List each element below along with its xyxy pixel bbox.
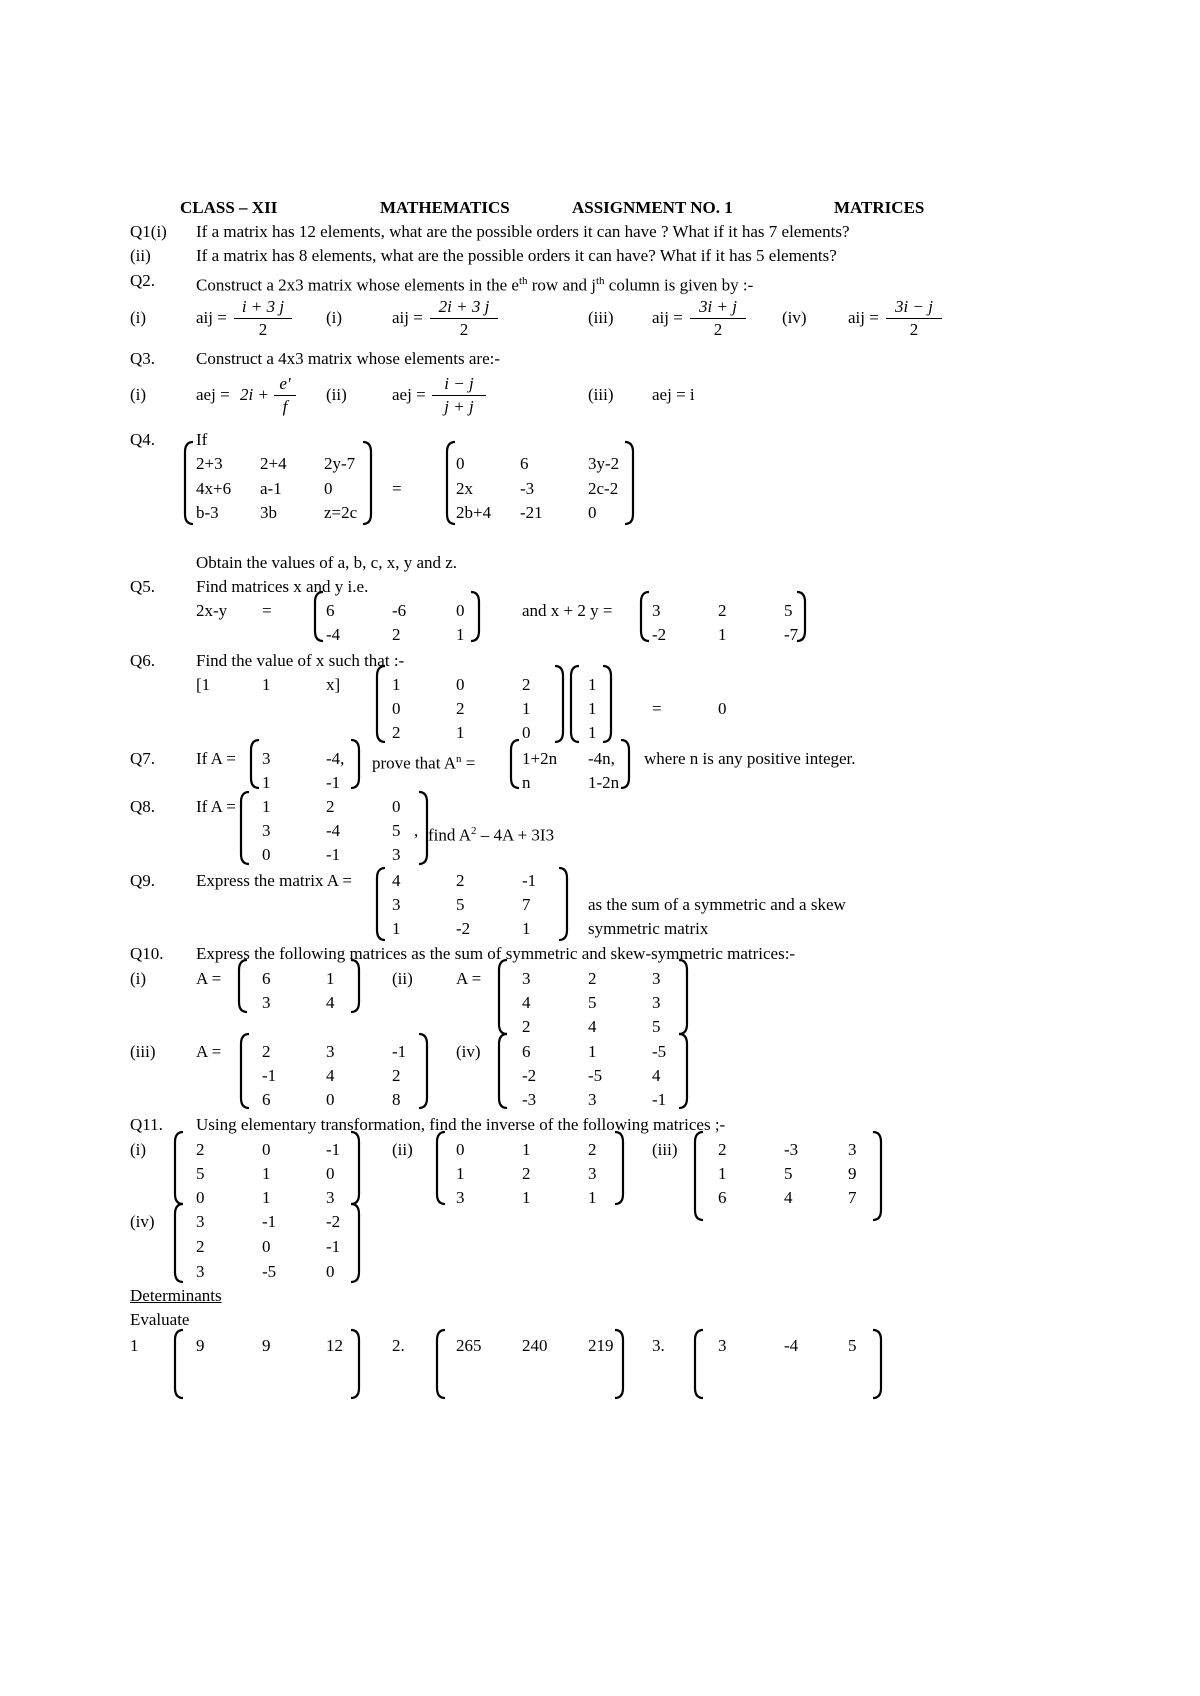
q2-label: Q2. <box>130 271 156 290</box>
matrix-cell: 3 <box>522 969 531 988</box>
matrix-cell: -2 <box>326 1212 341 1231</box>
matrix-cell: 2 <box>262 1042 271 1061</box>
matrix-cell: 2x <box>456 479 473 498</box>
q8-find: find $A^2 - 4A + 3I3$ <box>428 825 555 845</box>
left-bracket <box>494 1032 510 1110</box>
left-bracket <box>636 590 652 643</box>
matrix-cell: 1 <box>588 675 597 694</box>
matrix-cell: 1 <box>718 1164 727 1183</box>
matrix-cell: 4 <box>784 1188 793 1207</box>
q3-part3-label: (iii) <box>588 385 614 404</box>
q2-part1-label: (i) <box>130 308 147 327</box>
q11-part4-label: (iv) <box>130 1212 155 1231</box>
matrix-cell: 240 <box>522 1336 548 1355</box>
matrix-cell: 1 <box>456 625 465 644</box>
q7-prove: prove that $A^n$ = <box>372 753 476 773</box>
matrix-cell: 5 <box>588 993 597 1012</box>
left-bracket <box>690 1130 706 1222</box>
matrix-cell: 1 <box>588 1042 597 1061</box>
matrix-cell: 0 <box>522 723 531 742</box>
matrix-cell: 1-2n <box>588 773 620 792</box>
det1-label: 1 <box>130 1336 139 1355</box>
matrix-cell: n <box>522 773 531 792</box>
matrix-cell: -6 <box>392 601 407 620</box>
matrix-cell: 7 <box>522 895 531 914</box>
left-bracket <box>442 440 458 526</box>
left-bracket <box>506 738 522 790</box>
matrix-cell: 9 <box>848 1164 857 1183</box>
q10-part2-label: (ii) <box>392 969 413 988</box>
matrix-cell: 3 <box>848 1140 857 1159</box>
matrix-cell: 6 <box>522 1042 531 1061</box>
q10-label: Q10. <box>130 944 164 963</box>
matrix-cell: 3 <box>262 993 271 1012</box>
left-bracket <box>372 866 388 942</box>
matrix-cell: 1 <box>522 1140 531 1159</box>
q3-part1-expr: 2i + <box>240 385 269 404</box>
matrix-cell: 1 <box>522 1188 531 1207</box>
right-bracket <box>348 958 364 1014</box>
q10-part2-lhs: A = <box>456 969 482 988</box>
q6-label: Q6. <box>130 651 156 670</box>
q2-part3-fraction: $\frac{3i + j}{2}$ <box>690 296 746 341</box>
right-bracket <box>794 590 810 643</box>
matrix-cell: 3 <box>588 1090 597 1109</box>
q3-label: Q3. <box>130 349 156 368</box>
q2-part2-fraction: $\frac{2i + 3 j}{2}$ <box>430 296 498 341</box>
q6-text: Find the value of x such that :- <box>196 651 405 670</box>
matrix-cell: 1+2n <box>522 749 558 768</box>
matrix-cell: 0 <box>326 1090 335 1109</box>
left-bracket <box>494 958 510 1036</box>
matrix-cell: 0 <box>324 479 333 498</box>
q9-text: Express the matrix A = <box>196 871 352 890</box>
matrix-cell: -4 <box>326 625 341 644</box>
matrix-cell: -2 <box>522 1066 537 1085</box>
right-bracket <box>870 1130 886 1222</box>
q6-row-3: x] <box>326 675 341 694</box>
right-bracket <box>622 440 638 526</box>
matrix-cell: -3 <box>522 1090 537 1109</box>
matrix-cell: 4 <box>522 993 531 1012</box>
matrix-cell: 5 <box>652 1017 661 1036</box>
matrix-cell: 1 <box>588 1188 597 1207</box>
matrix-cell: 6 <box>262 969 271 988</box>
matrix-cell: 2 <box>588 969 597 988</box>
right-bracket <box>612 1328 628 1400</box>
matrix-cell: 3 <box>588 1164 597 1183</box>
matrix-cell: 0 <box>262 845 271 864</box>
matrix-cell: 2c-2 <box>588 479 619 498</box>
matrix-cell: 1 <box>262 1164 271 1183</box>
q10-part1-lhs: A = <box>196 969 222 988</box>
matrix-cell: 5 <box>784 1164 793 1183</box>
matrix-cell: 2+4 <box>260 454 287 473</box>
right-bracket <box>348 1130 364 1206</box>
matrix-cell: 3 <box>718 1336 727 1355</box>
matrix-cell: 2 <box>392 723 401 742</box>
right-bracket <box>416 790 432 866</box>
matrix-cell: -1 <box>326 845 341 864</box>
q10-text: Express the following matrices as the sum of symmetric and skew-symmetric matrices:- <box>196 944 796 963</box>
q6-equals: = <box>652 699 662 718</box>
left-bracket <box>180 440 196 526</box>
right-bracket <box>360 440 376 526</box>
header-class: CLASS – XII <box>180 198 278 217</box>
q5-label: Q5. <box>130 577 156 596</box>
matrix-cell: -1 <box>326 1237 341 1256</box>
matrix-cell: 2 <box>588 1140 597 1159</box>
matrix-cell: 2 <box>196 1140 205 1159</box>
matrix-cell: 7 <box>848 1188 857 1207</box>
matrix-cell: 2 <box>522 1017 531 1036</box>
matrix-cell: z=2c <box>324 503 358 522</box>
matrix-cell: 1 <box>588 723 597 742</box>
matrix-cell: 2+3 <box>196 454 223 473</box>
q2-part2-label: (i) <box>326 308 343 327</box>
matrix-cell: 3 <box>196 1212 205 1231</box>
left-bracket <box>432 1328 448 1400</box>
matrix-cell: -4 <box>784 1336 799 1355</box>
matrix-cell: -2 <box>652 625 667 644</box>
matrix-cell: -1 <box>262 1212 277 1231</box>
matrix-cell: -1 <box>326 1140 341 1159</box>
matrix-cell: 9 <box>196 1336 205 1355</box>
matrix-cell: -1 <box>262 1066 277 1085</box>
q1ii-text: If a matrix has 8 elements, what are the possible orders it can have? What if it has 5 elements? <box>196 246 837 265</box>
matrix-cell: 2 <box>392 1066 401 1085</box>
right-bracket <box>676 958 692 1036</box>
matrix-cell: 265 <box>456 1336 482 1355</box>
matrix-cell: 1 <box>522 919 531 938</box>
right-bracket <box>676 1032 692 1110</box>
matrix-cell: 1 <box>392 675 401 694</box>
q2-text: Construct a 2x3 matrix whose elements in the $e^{th}$ row and $j^{th}$ column is given by :- <box>196 275 754 295</box>
left-bracket <box>566 664 582 744</box>
matrix-cell: 1 <box>456 723 465 742</box>
left-bracket <box>236 790 252 866</box>
matrix-cell: 6 <box>520 454 529 473</box>
matrix-cell: 6 <box>262 1090 271 1109</box>
matrix-cell: 5 <box>456 895 465 914</box>
matrix-cell: 3 <box>456 1188 465 1207</box>
matrix-cell: -5 <box>652 1042 667 1061</box>
left-bracket <box>246 738 262 790</box>
matrix-cell: -4 <box>326 821 341 840</box>
right-bracket <box>600 664 616 744</box>
q9-label: Q9. <box>130 871 156 890</box>
matrix-cell: 2 <box>456 699 465 718</box>
matrix-cell: -4, <box>326 749 345 768</box>
q5-text: Find matrices x and y i.e. <box>196 577 369 596</box>
right-bracket <box>556 866 572 942</box>
matrix-cell: 1 <box>326 969 335 988</box>
matrix-cell: 3b <box>260 503 277 522</box>
matrix-cell: 3 <box>392 895 401 914</box>
matrix-cell: 3 <box>652 993 661 1012</box>
matrix-cell: -5 <box>588 1066 603 1085</box>
matrix-cell: 1 <box>262 797 271 816</box>
left-bracket <box>170 1328 186 1400</box>
q2-part4-fraction: $\frac{3i - j}{2}$ <box>886 296 942 341</box>
matrix-cell: 12 <box>326 1336 343 1355</box>
matrix-cell: 4 <box>392 871 401 890</box>
matrix-cell: 3 <box>262 821 271 840</box>
matrix-cell: -1 <box>326 773 341 792</box>
matrix-cell: 0 <box>456 454 465 473</box>
matrix-cell: 2 <box>392 625 401 644</box>
matrix-cell: 5 <box>196 1164 205 1183</box>
matrix-cell: 0 <box>326 1164 335 1183</box>
matrix-cell: 1 <box>456 1164 465 1183</box>
q2-part1-lhs: aij = <box>196 308 227 327</box>
q6-rhs: 0 <box>718 699 727 718</box>
q3-part1-fraction: $\frac{e'}{f}$ <box>274 373 296 418</box>
q10-part1-label: (i) <box>130 969 147 988</box>
det2-label: 2. <box>392 1336 405 1355</box>
q3-part2-lhs: aej = <box>392 385 426 404</box>
matrix-cell: 2 <box>196 1237 205 1256</box>
q4-label: Q4. <box>130 430 156 449</box>
matrix-cell: 3 <box>262 749 271 768</box>
matrix-cell: 1 <box>718 625 727 644</box>
q11-part3-label: (iii) <box>652 1140 678 1159</box>
det3-label: 3. <box>652 1336 665 1355</box>
q7-ifA: If A = <box>196 749 236 768</box>
left-bracket <box>690 1328 706 1400</box>
q2-part4-lhs: aij = <box>848 308 879 327</box>
matrix-cell: 9 <box>262 1336 271 1355</box>
q7-label: Q7. <box>130 749 156 768</box>
matrix-cell: 2 <box>522 1164 531 1183</box>
q3-part3-text: aej = i <box>652 385 695 404</box>
matrix-cell: 4 <box>326 1066 335 1085</box>
q5-and: and x + 2 y = <box>522 601 613 620</box>
q2-part3-lhs: aij = <box>652 308 683 327</box>
matrix-cell: 1 <box>262 1188 271 1207</box>
q2-part1-fraction: $\frac{i + 3 j}{2}$ <box>234 296 292 341</box>
q2-part4-label: (iv) <box>782 308 807 327</box>
matrix-cell: 1 <box>588 699 597 718</box>
right-bracket <box>468 590 484 643</box>
left-bracket <box>372 664 388 744</box>
header-assignment: ASSIGNMENT NO. 1 <box>572 198 733 217</box>
matrix-cell: 3 <box>392 845 401 864</box>
q8-ifA: If A = <box>196 797 236 816</box>
right-bracket <box>618 738 634 790</box>
matrix-cell: -5 <box>262 1262 277 1281</box>
q10-part3-label: (iii) <box>130 1042 156 1061</box>
matrix-cell: 2b+4 <box>456 503 492 522</box>
q5-equals: = <box>262 601 272 620</box>
matrix-cell: 0 <box>456 675 465 694</box>
matrix-cell: 5 <box>392 821 401 840</box>
determinants-evaluate: Evaluate <box>130 1310 190 1329</box>
left-bracket <box>236 1032 252 1110</box>
matrix-cell: 3 <box>326 1042 335 1061</box>
left-bracket <box>432 1130 448 1206</box>
matrix-cell: -21 <box>520 503 543 522</box>
q8-label: Q8. <box>130 797 156 816</box>
determinants-heading: Determinants <box>130 1286 222 1305</box>
matrix-cell: 0 <box>326 1262 335 1281</box>
matrix-cell: 0 <box>456 1140 465 1159</box>
matrix-cell: 0 <box>262 1237 271 1256</box>
q4-obtain: Obtain the values of a, b, c, x, y and z. <box>196 553 458 572</box>
matrix-cell: 6 <box>326 601 335 620</box>
matrix-cell: a-1 <box>260 479 282 498</box>
matrix-cell: -3 <box>520 479 535 498</box>
matrix-cell: 0 <box>588 503 597 522</box>
matrix-cell: 4x+6 <box>196 479 232 498</box>
matrix-cell: -2 <box>456 919 471 938</box>
left-bracket <box>170 1202 186 1284</box>
matrix-cell: 5 <box>848 1336 857 1355</box>
matrix-cell: 3 <box>326 1188 335 1207</box>
matrix-cell: 3 <box>652 969 661 988</box>
q7-where: where n is any positive integer. <box>644 749 856 768</box>
q5-lhs: 2x-y <box>196 601 228 620</box>
q6-row-2: 1 <box>262 675 271 694</box>
q3-part2-label: (ii) <box>326 385 347 404</box>
matrix-cell: b-3 <box>196 503 219 522</box>
q3-part2-fraction: $\frac{i - j}{j + j}$ <box>432 373 486 418</box>
q11-part1-label: (i) <box>130 1140 147 1159</box>
q11-text: Using elementary transformation, find the inverse of the following matrices ;- <box>196 1115 726 1134</box>
matrix-cell: -1 <box>652 1090 667 1109</box>
q11-part2-label: (ii) <box>392 1140 413 1159</box>
q1i-text: If a matrix has 12 elements, what are the possible orders it can have ? What if it has 7 elements? <box>196 222 850 241</box>
matrix-cell: -4n, <box>588 749 615 768</box>
matrix-cell: 2 <box>326 797 335 816</box>
q1ii-label: (ii) <box>130 246 151 265</box>
matrix-cell: 2 <box>522 675 531 694</box>
header-subject: MATHEMATICS <box>380 198 510 217</box>
matrix-cell: 3 <box>196 1262 205 1281</box>
matrix-cell: 0 <box>392 699 401 718</box>
matrix-cell: -3 <box>784 1140 799 1159</box>
matrix-cell: 8 <box>392 1090 401 1109</box>
matrix-cell: -1 <box>522 871 537 890</box>
q3-text: Construct a 4x3 matrix whose elements are:- <box>196 349 501 368</box>
matrix-cell: 5 <box>784 601 793 620</box>
matrix-cell: 1 <box>392 919 401 938</box>
right-bracket <box>348 1202 364 1284</box>
matrix-cell: 4 <box>326 993 335 1012</box>
matrix-cell: 3y-2 <box>588 454 620 473</box>
matrix-cell: 0 <box>196 1188 205 1207</box>
matrix-cell: 2 <box>718 601 727 620</box>
matrix-cell: 6 <box>718 1188 727 1207</box>
q4-equals: = <box>392 479 402 498</box>
matrix-cell: 2y-7 <box>324 454 356 473</box>
q9-desc-1: as the sum of a symmetric and a skew <box>588 895 846 914</box>
q9-desc-2: symmetric matrix <box>588 919 709 938</box>
matrix-cell: 1 <box>522 699 531 718</box>
right-bracket <box>612 1130 628 1206</box>
matrix-cell: 0 <box>392 797 401 816</box>
matrix-cell: 0 <box>262 1140 271 1159</box>
matrix-cell: 4 <box>588 1017 597 1036</box>
right-bracket <box>348 738 364 790</box>
left-bracket <box>170 1130 186 1206</box>
q8-comma: , <box>414 821 419 840</box>
q10-part4-label: (iv) <box>456 1042 481 1061</box>
left-bracket <box>234 958 250 1014</box>
q2-part2-lhs: aij = <box>392 308 423 327</box>
header-topic: MATRICES <box>834 198 925 217</box>
matrix-cell: 0 <box>456 601 465 620</box>
matrix-cell: 4 <box>652 1066 661 1085</box>
q10-part3-lhs: A = <box>196 1042 222 1061</box>
matrix-cell: 219 <box>588 1336 614 1355</box>
matrix-cell: -1 <box>392 1042 407 1061</box>
q11-label: Q11. <box>130 1115 163 1134</box>
matrix-cell: 1 <box>262 773 271 792</box>
q1i-label: Q1(i) <box>130 222 167 241</box>
left-bracket <box>310 590 326 643</box>
q2-part3-label: (iii) <box>588 308 614 327</box>
right-bracket <box>870 1328 886 1400</box>
q3-part1-label: (i) <box>130 385 147 404</box>
right-bracket <box>416 1032 432 1110</box>
q4-if: If <box>196 430 208 449</box>
matrix-cell: -7 <box>784 625 799 644</box>
matrix-cell: 2 <box>718 1140 727 1159</box>
q6-row-1: [1 <box>196 675 211 694</box>
q3-part1-lhs: aej = <box>196 385 230 404</box>
matrix-cell: 2 <box>456 871 465 890</box>
right-bracket <box>348 1328 364 1400</box>
matrix-cell: 3 <box>652 601 661 620</box>
